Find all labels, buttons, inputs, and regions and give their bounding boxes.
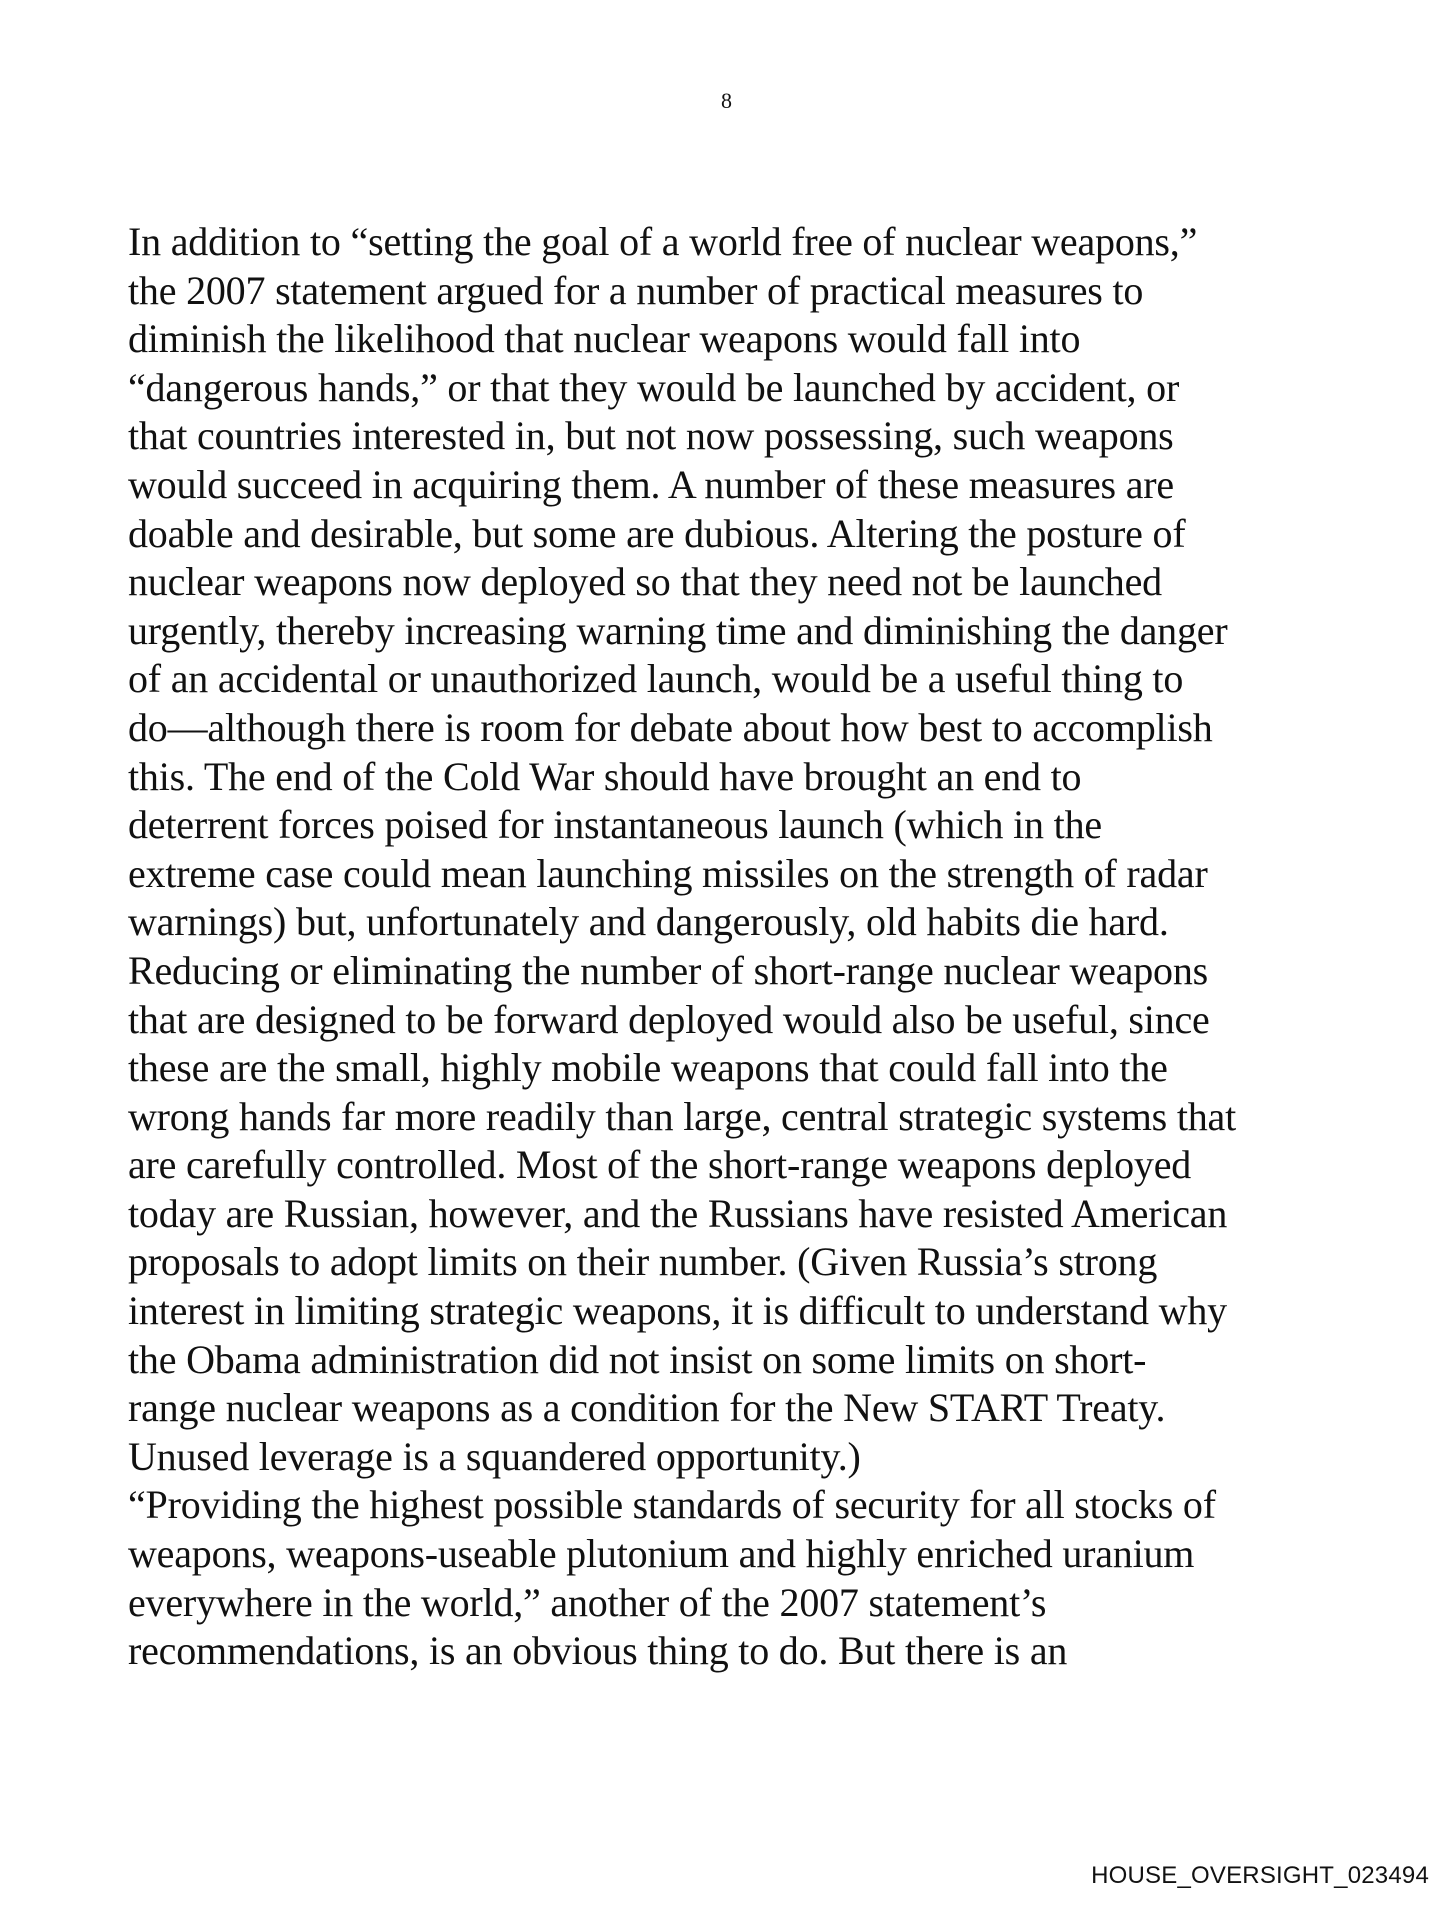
text-line: In addition to “setting the goal of a world free of nuclear weapons,” <box>128 219 1198 264</box>
text-line: range nuclear weapons as a condition for the New START Treaty. <box>128 1385 1166 1431</box>
text-line: warnings) but, unfortunately and dangerously, old habits die hard. <box>128 899 1169 945</box>
text-line: deterrent forces poised for instantaneous launch (which in the <box>128 802 1102 848</box>
text-line: of an accidental or unauthorized launch, would be a useful thing to <box>128 656 1184 702</box>
text-line: wrong hands far more readily than large, central strategic systems that <box>128 1093 1237 1139</box>
text-line: extreme case could mean launching missiles on the strength of radar <box>128 850 1208 896</box>
text-line: the Obama administration did not insist on some limits on short- <box>128 1336 1147 1382</box>
page-number: 8 <box>721 88 732 113</box>
text-line: proposals to adopt limits on their number. (Given Russia’s strong <box>128 1239 1158 1285</box>
text-line: urgently, thereby increasing warning time and diminishing the danger <box>128 607 1228 653</box>
text-line: these are the small, highly mobile weapons that could fall into the <box>128 1045 1168 1091</box>
text-line: interest in limiting strategic weapons, it is difficult to understand why <box>128 1288 1227 1334</box>
text-line: are carefully controlled. Most of the short-range weapons deployed <box>128 1142 1192 1188</box>
text-line: diminish the likelihood that nuclear weapons would fall into <box>128 316 1081 362</box>
text-line: today are Russian, however, and the Russians have resisted American <box>128 1190 1228 1236</box>
document-id-footer: HOUSE_OVERSIGHT_023494 <box>1091 1862 1429 1889</box>
text-line: doable and desirable, but some are dubious. Altering the posture of <box>128 510 1186 556</box>
text-line: weapons, weapons-useable plutonium and highly enriched uranium <box>128 1531 1195 1577</box>
text-line: recommendations, is an obvious thing to do. But there is an <box>128 1628 1068 1674</box>
text-line: that countries interested in, but not now possessing, such weapons <box>128 413 1174 459</box>
text-line: Reducing or eliminating the number of short-range nuclear weapons <box>128 947 1208 993</box>
text-line: would succeed in acquiring them. A number of these measures are <box>128 461 1174 507</box>
text-line: that are designed to be forward deployed would also be useful, since <box>128 996 1210 1042</box>
text-line: “dangerous hands,” or that they would be launched by accident, or <box>128 364 1180 410</box>
text-line: the 2007 statement argued for a number of practical measures to <box>128 267 1144 313</box>
text-line: “Providing the highest possible standards of security for all stocks of <box>128 1482 1216 1528</box>
text-line: everywhere in the world,” another of the 2007 statement’s <box>128 1579 1047 1625</box>
body-text <box>128 218 1428 1676</box>
text-line: do—although there is room for debate about how best to accomplish <box>128 704 1213 750</box>
text-line: this. The end of the Cold War should have brought an end to <box>128 753 1082 799</box>
text-line: nuclear weapons now deployed so that they need not be launched <box>128 559 1162 605</box>
text-line: Unused leverage is a squandered opportunity.) <box>128 1433 861 1479</box>
